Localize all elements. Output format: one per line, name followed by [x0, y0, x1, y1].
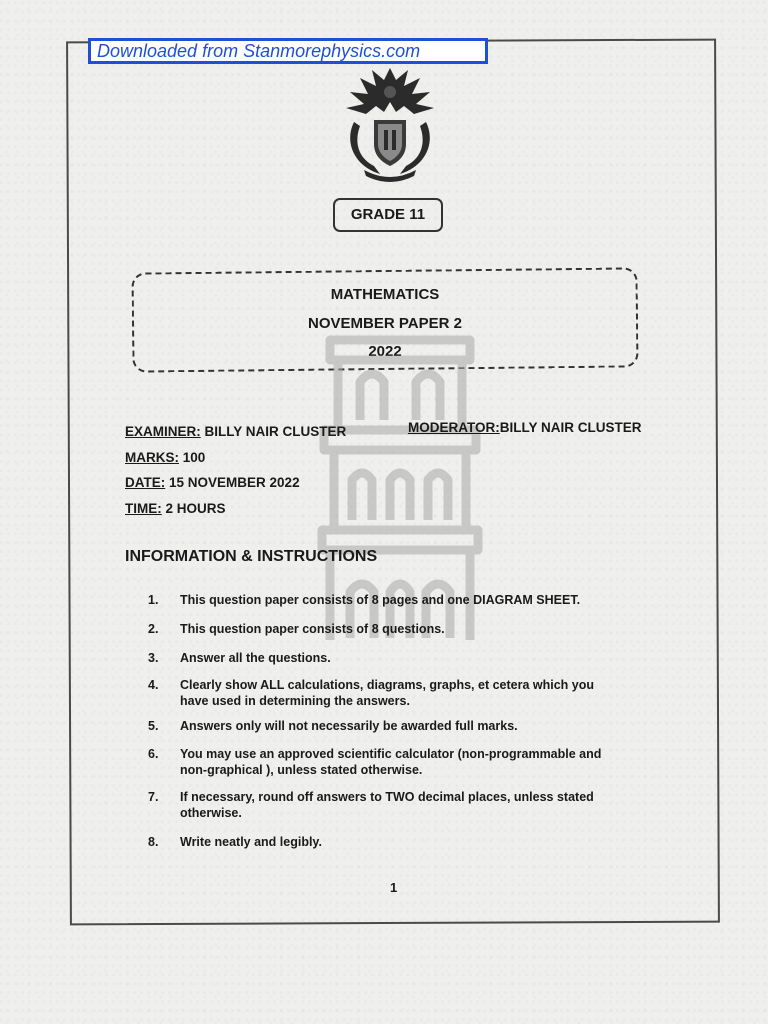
- instruction-number: 3.: [148, 651, 159, 665]
- marks-row: [125, 450, 205, 465]
- time-value: 2 HOURS: [165, 501, 226, 516]
- instruction-text: Write neatly and legibly.: [180, 835, 322, 849]
- download-banner[interactable]: Downloaded from Stanmorephysics.com: [88, 38, 488, 64]
- time-label: TIME:: [125, 501, 162, 516]
- moderator-label: MODERATOR:: [408, 420, 500, 435]
- grade-label: GRADE 11: [333, 198, 443, 232]
- instruction-number: 5.: [148, 719, 159, 733]
- examiner-label: EXAMINER:: [125, 424, 201, 439]
- examiner-row: [125, 424, 346, 439]
- instruction-text: Answer all the questions.: [180, 651, 331, 665]
- examiner-value: BILLY NAIR CLUSTER: [204, 424, 347, 439]
- instruction-number: 4.: [148, 678, 159, 692]
- instruction-text: You may use an approved scientific calculator (non-programmable and non-graphical ), unless stated otherwise.: [180, 747, 602, 777]
- marks-label: MARKS:: [125, 450, 179, 465]
- instruction-text: This question paper consists of 8 pages and one DIAGRAM SHEET.: [180, 593, 581, 607]
- instruction-number: 8.: [148, 835, 159, 849]
- instruction-text: Answers only will not necessarily be awarded full marks.: [180, 719, 518, 733]
- instruction-number: 6.: [148, 747, 159, 761]
- date-value: 15 NOVEMBER 2022: [169, 475, 300, 490]
- date-label: DATE:: [125, 475, 166, 490]
- moderator-value: BILLY NAIR CLUSTER: [499, 420, 642, 435]
- instruction-text: This question paper consists of 8 questions.: [180, 622, 445, 636]
- instruction-number: 2.: [148, 622, 159, 636]
- date-row: [125, 475, 300, 490]
- time-row: [125, 501, 226, 516]
- instruction-number: 1.: [148, 593, 159, 607]
- instruction-text: Clearly show ALL calculations, diagrams, graphs, et cetera which you have used in determining the answers.: [180, 678, 595, 708]
- marks-value: 100: [182, 450, 206, 465]
- page-number: 1: [390, 880, 398, 895]
- instructions-heading: INFORMATION & INSTRUCTIONS: [125, 548, 378, 565]
- coat-of-arms-icon: [334, 62, 446, 184]
- subject-title: MATHEMATICS: [330, 286, 440, 303]
- instruction-number: 7.: [148, 790, 159, 804]
- paper-title: NOVEMBER PAPER 2: [308, 315, 462, 332]
- year-title: 2022: [368, 343, 402, 360]
- moderator-row: [408, 420, 642, 435]
- instruction-text: If necessary, round off answers to TWO decimal places, unless stated otherwise.: [180, 790, 594, 820]
